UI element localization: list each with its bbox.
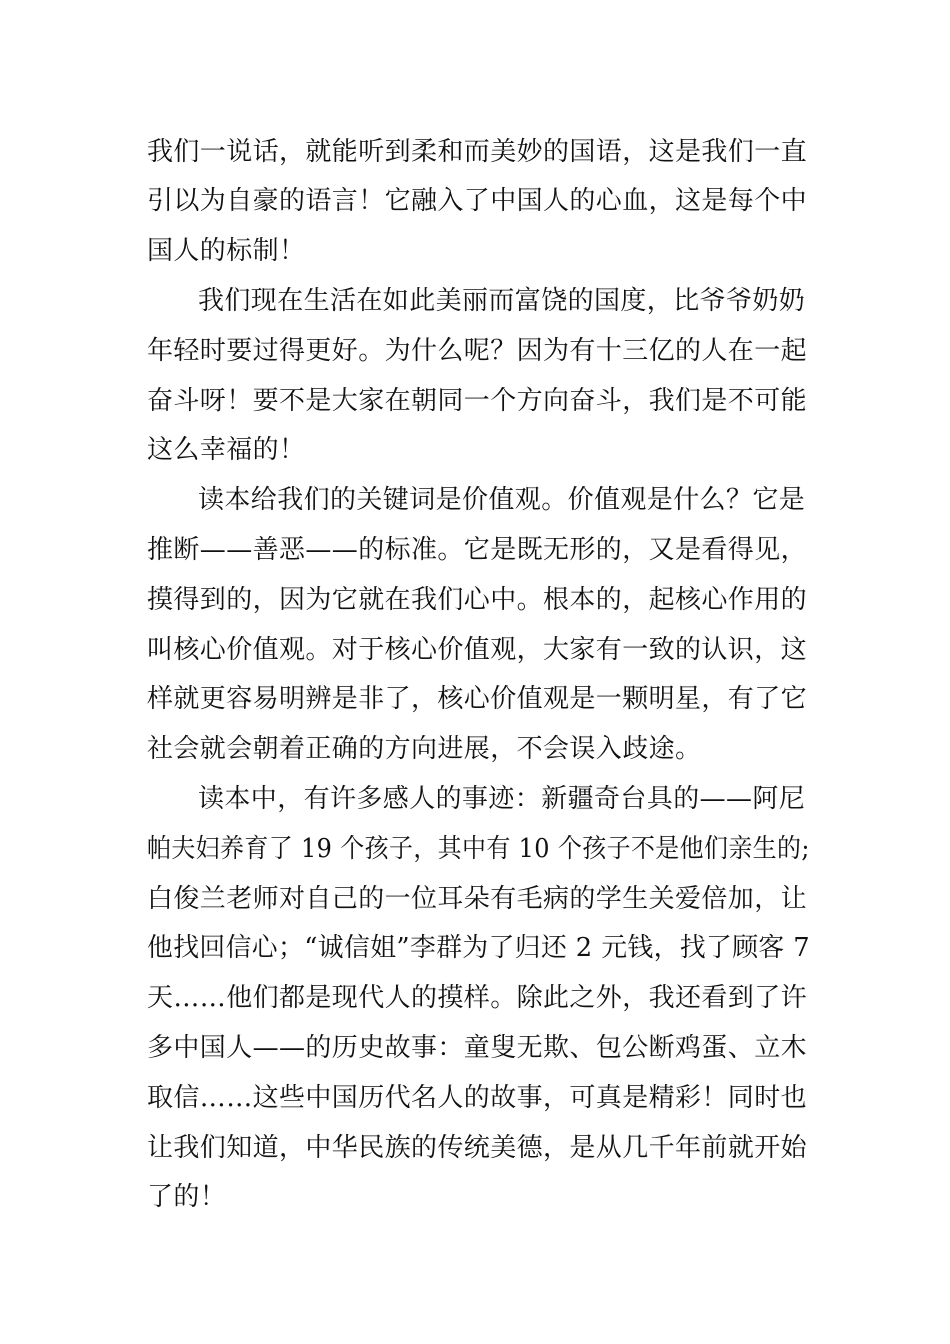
text-line: 取信……这些中国历代名人的故事，可真是精彩！同时也: [147, 1083, 808, 1113]
text-line: 推断——善恶——的标准。它是既无形的，又是看得见，: [147, 535, 808, 565]
text-line: 引以为自豪的语言！它融入了中国人的心血，这是每个中: [147, 186, 808, 216]
text-line: 多中国人——的历史故事：童叟无欺、包公断鸡蛋、立木: [147, 1033, 808, 1063]
text-line: 天……他们都是现代人的摸样。除此之外，我还看到了许: [147, 983, 808, 1013]
text-line: 白俊兰老师对自己的一位耳朵有毛病的学生关爱倍加，让: [147, 884, 808, 914]
text-line: 样就更容易明辨是非了，核心价值观是一颗明星，有了它: [147, 684, 808, 714]
text-line: 社会就会朝着正确的方向进展，不会误入歧途。: [147, 734, 702, 764]
text-line: 这么幸福的！: [147, 435, 306, 465]
text-line: 让我们知道，中华民族的传统美德，是从几千年前就开始: [147, 1133, 808, 1163]
text-line: 国人的标制！: [147, 236, 306, 266]
text-line: 他找回信心；“诚信姐”李群为了归还 2 元钱，找了顾客 7: [147, 933, 811, 963]
text-line: 了的！: [147, 1182, 227, 1212]
text-line: 摸得到的，因为它就在我们心中。根本的，起核心作用的: [147, 585, 808, 615]
text-line: 帕夫妇养育了 19 个孩子，其中有 10 个孩子不是他们亲生的;: [147, 834, 810, 864]
text-line: 读本中，有许多感人的事迹：新疆奇台具的——阿尼: [198, 784, 806, 814]
text-line: 我们一说话，就能听到柔和而美妙的国语，这是我们一直: [147, 137, 808, 167]
text-line: 年轻时要过得更好。为什么呢？因为有十三亿的人在一起: [147, 336, 808, 366]
text-line: 叫核心价值观。对于核心价值观，大家有一致的认识，这: [147, 635, 808, 665]
text-line: 奋斗呀！要不是大家在朝同一个方向奋斗，我们是不可能: [147, 386, 808, 416]
text-line: 我们现在生活在如此美丽而富饶的国度，比爷爷奶奶: [198, 286, 806, 316]
text-line: 读本给我们的关键词是价值观。价值观是什么？它是: [198, 485, 806, 515]
